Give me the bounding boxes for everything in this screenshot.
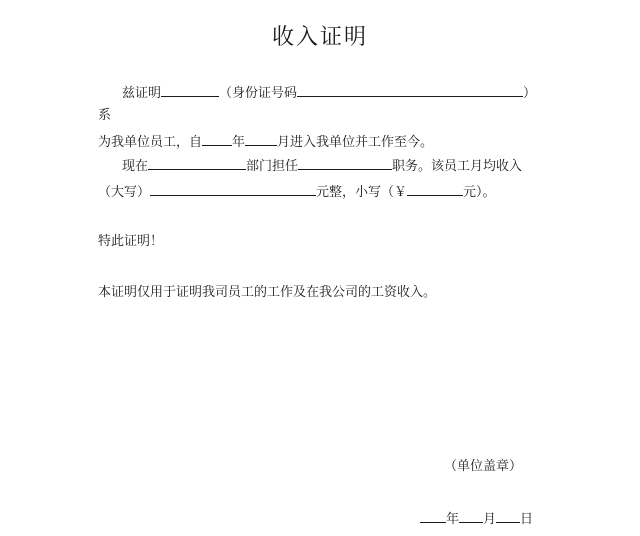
line-xi: 系 [98, 108, 112, 123]
uppercase-amount-label: （大写） [98, 185, 151, 200]
company-seal-label: （单位盖章） [444, 459, 523, 474]
line-employment-start [98, 133, 433, 151]
date-day-label: 日 [520, 512, 534, 527]
date-day-blank[interactable] [496, 510, 520, 523]
yuan-end-label: 元）。 [463, 185, 496, 200]
name-blank[interactable] [161, 84, 219, 97]
start-month-blank[interactable] [245, 133, 277, 146]
currently-label: 现在 [122, 159, 149, 174]
start-year-blank[interactable] [202, 133, 232, 146]
close-paren: ） [523, 86, 537, 101]
income-label: 职务。该员工月均收入 [392, 159, 523, 174]
line-certify-name [122, 84, 536, 102]
certify-label: 兹证明 [122, 86, 162, 101]
line-income-amount [98, 183, 496, 201]
id-number-blank[interactable] [297, 84, 523, 97]
date-year-label: 年 [446, 512, 460, 527]
date-month-blank[interactable] [459, 510, 483, 523]
date-year-blank[interactable] [420, 510, 446, 523]
document-title: 收入证明 [271, 25, 368, 50]
purpose-statement: 本证明仅用于证明我司员工的工作及在我公司的工资收入。 [98, 285, 437, 300]
date-month-label: 月 [483, 512, 497, 527]
id-number-label: （身份证号码 [219, 86, 298, 101]
department-role-label: 部门担任 [246, 159, 299, 174]
position-blank[interactable] [298, 157, 392, 170]
employee-since-label: 为我单位员工，自 [98, 135, 203, 150]
line-position [122, 157, 522, 175]
special-certify-text: 特此证明！ [98, 234, 164, 249]
department-blank[interactable] [148, 157, 246, 170]
uppercase-amount-blank[interactable] [150, 183, 316, 196]
date-line [420, 510, 533, 528]
lowercase-amount-blank[interactable] [407, 183, 463, 196]
yuan-lowercase-label: 元整，小写（￥ [316, 185, 408, 200]
year-label: 年 [232, 135, 246, 150]
joined-label: 月进入我单位并工作至今。 [277, 135, 434, 150]
